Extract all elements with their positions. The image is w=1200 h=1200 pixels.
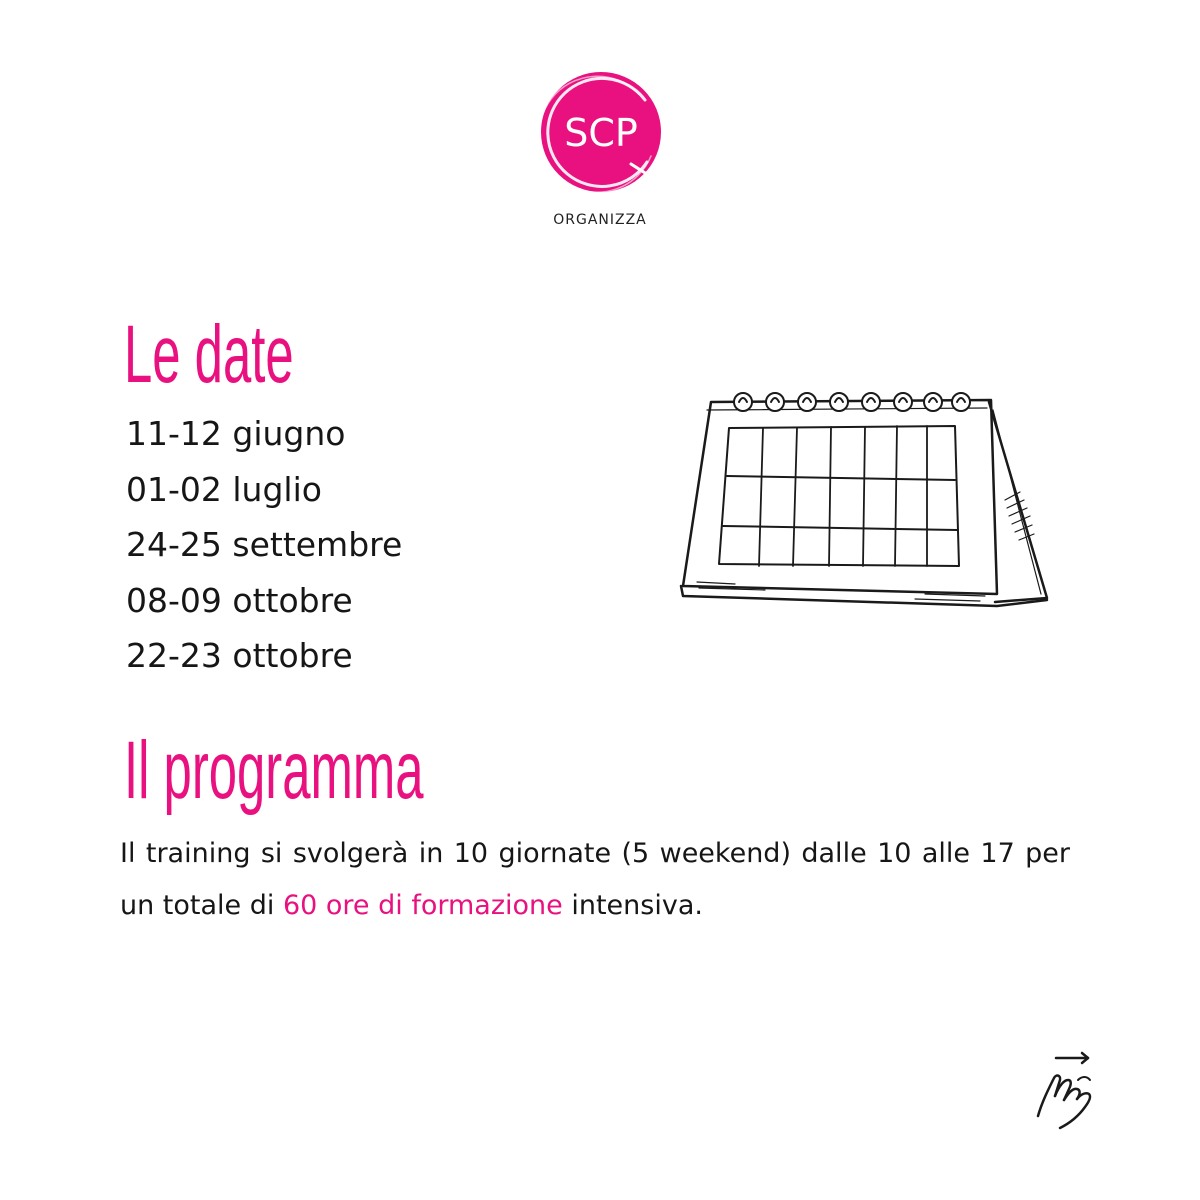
organizer-label: ORGANIZZA [553, 212, 647, 228]
date-item: 11-12 giugno [126, 414, 346, 453]
brand-logo [535, 66, 667, 198]
date-item: 08-09 ottobre [126, 580, 353, 620]
dates-title: Le date [124, 309, 294, 400]
scp-logo-icon [535, 66, 667, 198]
program-text-end: intensiva. [562, 890, 703, 921]
desk-calendar-icon [675, 380, 1055, 620]
program-text-start: Il training si svolgerà in 10 giornate (5 weekend) dalle 10 alle 17 per un totale di [120, 838, 1070, 921]
program-title: Il programma [124, 725, 424, 816]
program-description [120, 828, 1070, 932]
logo-text: SCP [564, 111, 638, 155]
date-item: 01-02 luglio [126, 469, 322, 509]
program-highlight: 60 ore di formazione [282, 890, 563, 921]
date-list [126, 412, 402, 690]
swipe-right-hand-icon[interactable] [1030, 1050, 1108, 1134]
date-item: 22-23 ottobre [126, 636, 353, 675]
date-item: 24-25 settembre [126, 525, 403, 564]
